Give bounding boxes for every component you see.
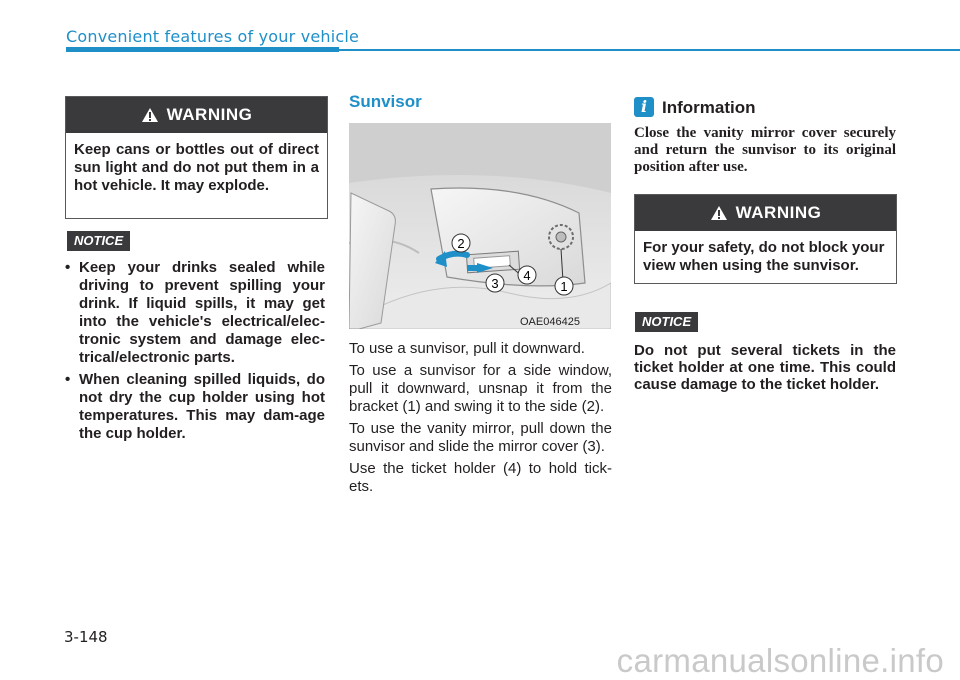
warning-header (66, 97, 327, 133)
watermark: carmanualsonline.info (616, 642, 944, 679)
info-text: Close the vanity mirror cover securely and return the sunvisor to its original position after use. (634, 125, 896, 175)
svg-text:1: 1 (560, 279, 568, 294)
figure-callout (518, 266, 536, 284)
header-rule-thin (339, 49, 960, 51)
list-item-text: Keep your drinks sealed while driving to prevent spilling your drink. If liquid spills, it may get into the vehicle's electrical/elec-tronic system and damage elec-trical/electronic parts. (79, 259, 325, 366)
svg-text:4: 4 (523, 268, 531, 283)
warning-text: Keep cans or bottles out of direct sun light and do not put them in a hot vehicle. It may explode. (74, 141, 319, 194)
warning-box-sunvisor (634, 194, 897, 284)
warning-header (635, 195, 896, 231)
warning-triangle-icon (141, 107, 159, 123)
header-rule-thick (66, 47, 339, 52)
sunvisor-illustration (349, 123, 611, 329)
list-item-text: When cleaning spilled liquids, do not dry the cup holder using hot temperatures. This may dam-age the cup holder. (79, 371, 325, 442)
warning-title: WARNING (735, 203, 822, 222)
paragraph: To use a sunvisor, pull it downward. (349, 340, 585, 357)
warning-triangle-icon (710, 205, 728, 221)
section-title: Sunvisor (349, 92, 422, 111)
info-title: Information (662, 98, 756, 117)
notice-text: Do not put several tickets in the ticket holder at one time. This could cause damage to the ticket holder. (634, 342, 896, 393)
paragraph: Use the ticket holder (4) to hold tick-ets. (349, 460, 612, 495)
warning-text: For your safety, do not block your view when using the sunvisor. (643, 239, 885, 274)
figure-callout (555, 277, 573, 295)
warning-box-bottles (65, 96, 328, 219)
figure-callout (452, 234, 470, 252)
list-item: • When cleaning spilled liquids, do not dry the cup holder using hot temperatures. This may dam-age the cup holder. (65, 371, 325, 442)
figure-code: OAE046425 (520, 316, 580, 328)
notice-label: NOTICE (67, 231, 130, 251)
page-number: 3-148 (64, 628, 108, 646)
notice-label: NOTICE (635, 312, 698, 332)
bullet-list (65, 259, 325, 447)
list-item: • Keep your drinks sealed while driving to prevent spilling your drink. If liquid spills, it may get into the vehicle's electrical/elec-tronic system and damage elec-trical/electronic parts. (65, 259, 325, 366)
header-title: Convenient features of your vehicle (66, 27, 360, 46)
svg-text:2: 2 (457, 236, 465, 251)
paragraph: To use a sunvisor for a side window, pull it downward, unsnap it from the bracket (1) and swing it to the side (2). (349, 362, 612, 415)
info-icon: i (634, 97, 654, 117)
paragraph: To use the vanity mirror, pull down the sunvisor and slide the mirror cover (3). (349, 420, 612, 455)
figure-callout (486, 274, 504, 292)
warning-title: WARNING (166, 105, 253, 124)
svg-text:3: 3 (491, 276, 499, 291)
